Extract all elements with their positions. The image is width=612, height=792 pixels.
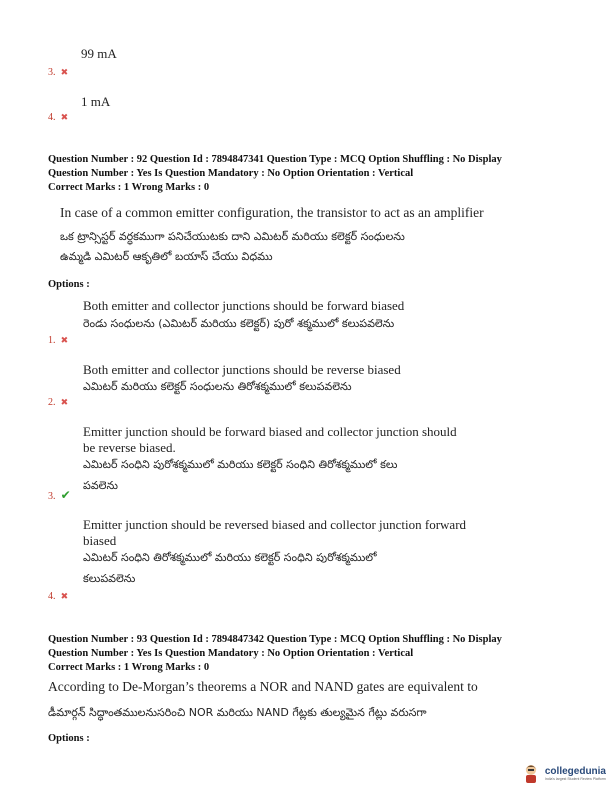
q92-option-4-english-2: biased [83,533,117,548]
q93-meta-line1: Question Number : 93 Question Id : 7894847342 Question Type : MCQ Option Shuffling : No Display [48,634,502,645]
q92-option-1-english: Both emitter and collector junctions should be forward biased [83,298,405,313]
q92-option-3-label [48,484,71,503]
cross-icon: ✖ [60,398,69,408]
q92-option-1-label [48,328,68,347]
option-number: 4. [48,591,56,602]
prev-option-3-text: 99 mA [81,46,117,61]
q92-option-3-telugu-1: ఎమిటర్ సంధిని పురోశక్మములో మరియు కలెక్టర్ సంధిని తిరోశక్మములో కలు [83,458,398,471]
option-number: 2. [48,397,56,408]
q92-option-2-label [48,390,68,409]
q92-option-1-telugu: రెండు సంధులను (ఎమిటర్ మరియు కలెక్టర్) పురో శక్మములో కలుపవలెను [83,317,395,330]
mascot-icon [520,762,542,784]
q92-marks: Correct Marks : 1 Wrong Marks : 0 [48,182,210,193]
option-number: 3. [48,491,56,502]
cross-icon: ✖ [60,113,69,123]
q93-question-english: According to De-Morgan’s theorems a NOR and NAND gates are equivalent to [48,679,478,694]
q92-options-header: Options : [48,279,90,290]
logo-name: collegedunia [544,765,606,777]
q93-options-header: Options : [48,733,90,744]
cross-icon: ✖ [60,336,69,346]
q92-question-english: In case of a common emitter configuration, the transistor to act as an amplifier [60,205,484,220]
q93-meta-line2: Question Number : Yes Is Question Mandatory : No Option Orientation : Vertical [48,648,414,659]
cross-icon: ✖ [60,592,69,602]
q92-option-3-english-2: be reverse biased. [83,440,176,455]
prev-option-4-label [48,105,68,124]
q93-marks: Correct Marks : 1 Wrong Marks : 0 [48,662,210,673]
q93-question-telugu: డీమార్గన్ సిద్ధాంతములనుసరించి NOR మరియు NAND గేట్లకు తుల్యమైన గేట్లు వరుసగా [48,706,427,719]
logo-tagline: India's largest Student Review Platform [544,776,606,781]
q92-option-2-telugu: ఎమిటర్ మరియు కలెక్టర్ సంధులను తిరోశక్మములో కలుపవలెను [83,380,352,393]
q92-question-telugu-2: ఉమ్మడి ఎమిటర్ ఆకృతిలో బయాస్ చేయు విధము [60,250,273,263]
check-icon: ✔ [60,488,71,502]
cross-icon: ✖ [60,68,69,78]
q92-option-3-english-1: Emitter junction should be forward biased and collector junction should [83,424,457,439]
q92-option-2-english: Both emitter and collector junctions should be reverse biased [83,362,401,377]
prev-option-3-label [48,60,68,79]
q92-option-3-telugu-2: పవలెను [83,479,118,492]
q92-meta-line2: Question Number : Yes Is Question Mandatory : No Option Orientation : Vertical [48,168,414,179]
q92-question-telugu-1: ఒక ట్రాన్సిస్టర్ వర్ధకముగా పనిచేయుటకు దాని ఎమిటర్ మరియు కలెక్టర్ సంధులను [60,230,405,243]
option-number: 1. [48,335,56,346]
q92-option-4-telugu-1: ఎమిటర్ సంధిని తిరోశక్మములో మరియు కలెక్టర్ సంధిని పురోశక్మములో [83,551,377,564]
prev-option-4-text: 1 mA [81,94,111,109]
q92-meta-line1: Question Number : 92 Question Id : 7894847341 Question Type : MCQ Option Shuffling : No Display [48,154,502,165]
collegedunia-logo [520,762,606,784]
option-number: 4. [48,112,56,123]
option-number: 3. [48,67,56,78]
q92-option-4-english-1: Emitter junction should be reversed biased and collector junction forward [83,517,467,532]
q92-option-4-telugu-2: కలుపవలెను [83,572,136,585]
q92-option-4-label [48,584,68,603]
